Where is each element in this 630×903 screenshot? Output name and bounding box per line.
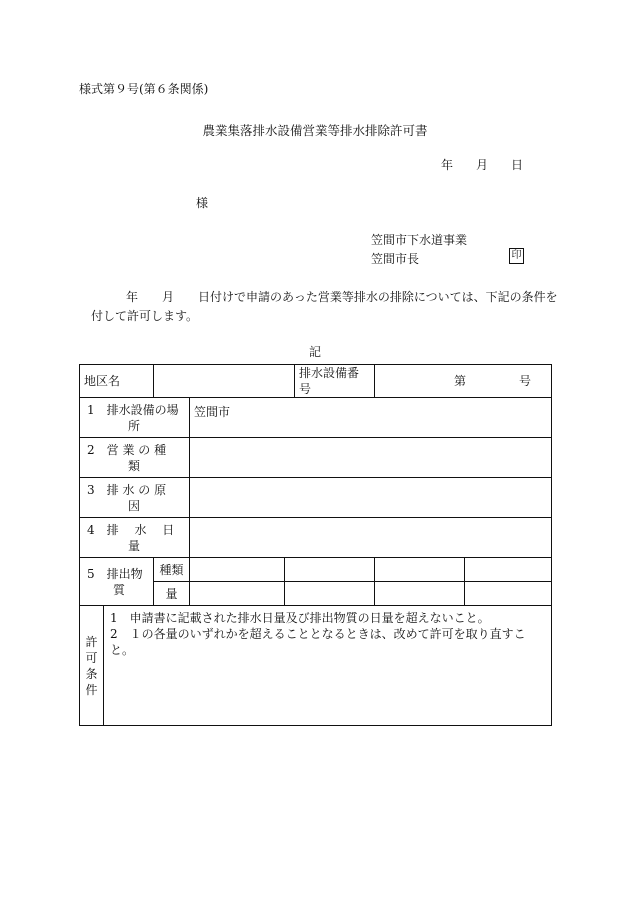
row-label	[80, 478, 190, 518]
table-row	[80, 518, 552, 558]
body-line-2: 付して許可します。	[91, 309, 199, 323]
district-row	[80, 365, 552, 398]
row-label-line1: 排 水 日	[106, 522, 175, 537]
discharge-type-label: 種類	[154, 558, 190, 582]
form-number: 様式第９号(第６条関係)	[79, 82, 209, 96]
discharge-label-line2: 質	[113, 582, 126, 597]
row-value[interactable]	[190, 478, 552, 518]
row-label-line1: 排 水 の 原	[106, 482, 167, 497]
row-number: 1	[87, 402, 95, 417]
row-label-line2: 量	[128, 538, 141, 553]
discharge-cell[interactable]	[375, 558, 465, 582]
row-value[interactable]: 笠間市	[190, 398, 552, 438]
discharge-cell[interactable]	[465, 582, 552, 606]
facility-no-suffix: 号	[519, 374, 532, 388]
conditions-char: 可	[85, 650, 98, 665]
district-label: 地区名	[80, 365, 154, 398]
discharge-amount-label: 量	[154, 582, 190, 606]
seal-stamp: 印	[509, 248, 524, 264]
row-label-line2: 所	[128, 418, 141, 433]
conditions-text	[104, 606, 552, 726]
discharge-label-line1: 排出物	[106, 566, 143, 581]
row-label	[80, 438, 190, 478]
table-row	[80, 438, 552, 478]
permit-table	[79, 364, 552, 726]
facility-no-prefix: 第	[454, 374, 467, 388]
row-label-line2: 因	[128, 498, 141, 513]
row-number: 3	[87, 482, 95, 497]
date-year: 年	[441, 158, 454, 172]
body-line-1: 年 月 日付けで申請のあった営業等排水の排除については、下記の条件を	[126, 290, 558, 304]
facility-no-label: 排水設備番号	[295, 365, 375, 398]
conditions-side-label	[80, 606, 104, 726]
table-row	[80, 398, 552, 438]
discharge-cell[interactable]	[190, 558, 285, 582]
row-value[interactable]	[190, 518, 552, 558]
discharge-row-type	[80, 558, 552, 582]
ki-heading: 記	[308, 345, 321, 359]
discharge-cell[interactable]	[465, 558, 552, 582]
row-label	[80, 518, 190, 558]
row-number: 5	[87, 566, 95, 581]
date-day: 日	[511, 158, 524, 172]
table-row	[80, 478, 552, 518]
discharge-label	[80, 558, 154, 606]
discharge-cell[interactable]	[285, 582, 375, 606]
row-label-line1: 排水設備の場	[106, 402, 179, 417]
row-number: 4	[87, 522, 95, 537]
row-value[interactable]	[190, 438, 552, 478]
discharge-cell[interactable]	[375, 582, 465, 606]
condition-item: 1 申請書に記載された排水日量及び排出物質の日量を超えないこと。	[110, 611, 490, 625]
date-month: 月	[476, 158, 489, 172]
row-label	[80, 398, 190, 438]
condition-item: 2 １の各量のいずれかを超えることとなるときは、改めて許可を取り直すこと。	[110, 627, 526, 657]
row-label-line1: 営 業 の 種	[106, 442, 167, 457]
row-label-line2: 類	[128, 458, 141, 473]
row-number: 2	[87, 442, 95, 457]
document-title: 農業集落排水設備営業等排水排除許可書	[202, 123, 428, 138]
conditions-char: 許	[85, 634, 98, 649]
discharge-cell[interactable]	[190, 582, 285, 606]
facility-no-value[interactable]	[375, 365, 552, 398]
district-value[interactable]	[154, 365, 295, 398]
conditions-char: 件	[85, 682, 98, 697]
conditions-row	[80, 606, 552, 726]
conditions-char: 条	[85, 666, 98, 681]
discharge-cell[interactable]	[285, 558, 375, 582]
issuer-office: 笠間市下水道事業	[371, 233, 468, 247]
addressee-suffix: 様	[196, 196, 209, 210]
issuer-mayor: 笠間市長	[371, 252, 420, 266]
date-line	[441, 156, 523, 173]
